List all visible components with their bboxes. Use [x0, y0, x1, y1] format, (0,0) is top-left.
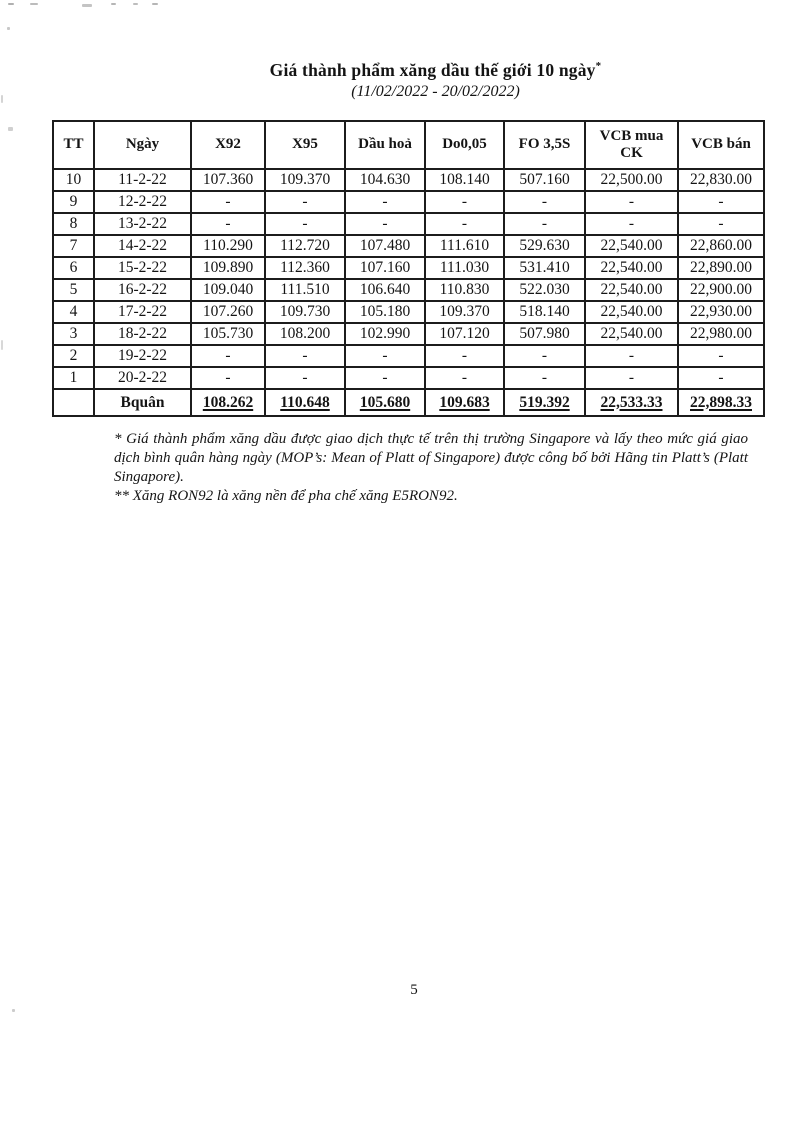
table-cell: 20-2-22 [94, 367, 191, 389]
table-cell: 111.030 [425, 257, 504, 279]
table-cell: 507.160 [504, 169, 585, 191]
table-cell: - [504, 213, 585, 235]
title-block [0, 0, 793, 101]
table-cell: 3 [53, 323, 94, 345]
scan-artifact [7, 27, 10, 30]
summary-label: Bquân [94, 389, 191, 416]
table-cell: 18-2-22 [94, 323, 191, 345]
table-row [53, 279, 764, 301]
scan-artifact [12, 1009, 15, 1012]
table-cell: 22,540.00 [585, 235, 678, 257]
table-cell: - [585, 213, 678, 235]
table-cell: - [585, 345, 678, 367]
scan-artifact [1, 95, 3, 103]
table-cell: 22,930.00 [678, 301, 764, 323]
column-header: VCB bán [678, 121, 764, 169]
table-cell: - [265, 367, 345, 389]
table-cell: 22,830.00 [678, 169, 764, 191]
table-row [53, 213, 764, 235]
table-header [53, 121, 764, 169]
table-cell: 112.360 [265, 257, 345, 279]
table-row [53, 323, 764, 345]
column-header: Dầu hoả [345, 121, 425, 169]
table-cell: 107.480 [345, 235, 425, 257]
table-cell: 109.730 [265, 301, 345, 323]
table-cell: 109.040 [191, 279, 265, 301]
table-cell: 13-2-22 [94, 213, 191, 235]
footnote: ** Xăng RON92 là xăng nền để pha chế xăng E5RON92. [114, 488, 458, 504]
table-cell: 4 [53, 301, 94, 323]
table-cell: - [678, 345, 764, 367]
table-cell: 16-2-22 [94, 279, 191, 301]
table-cell: - [191, 191, 265, 213]
table-cell: - [425, 367, 504, 389]
scan-artifact [111, 3, 116, 5]
table-cell: - [678, 367, 764, 389]
table-cell: 22,540.00 [585, 301, 678, 323]
table-cell: - [585, 367, 678, 389]
table-row [53, 169, 764, 191]
summary-value: 22,533.33 [600, 393, 663, 411]
table-cell: 106.640 [345, 279, 425, 301]
table-cell: 7 [53, 235, 94, 257]
table-cell: - [504, 367, 585, 389]
table-row [53, 257, 764, 279]
table-cell: 102.990 [345, 323, 425, 345]
table-cell: - [504, 345, 585, 367]
table-cell: 507.980 [504, 323, 585, 345]
table-cell: 104.630 [345, 169, 425, 191]
table-cell: - [678, 213, 764, 235]
page-number: 5 [410, 982, 418, 998]
summary-value: 105.680 [359, 393, 411, 411]
table-row [53, 345, 764, 367]
summary-row [53, 389, 764, 416]
summary-value: 110.648 [280, 393, 330, 411]
page-subtitle: (11/02/2022 - 20/02/2022) [351, 83, 520, 100]
table-cell: - [585, 191, 678, 213]
scan-artifact [152, 3, 158, 5]
table-cell: 107.260 [191, 301, 265, 323]
summary-value-cell [265, 389, 345, 416]
table-row [53, 235, 764, 257]
table-cell: 2 [53, 345, 94, 367]
table-cell: 6 [53, 257, 94, 279]
table-cell: - [265, 345, 345, 367]
table-cell: - [345, 367, 425, 389]
table-cell: 22,540.00 [585, 257, 678, 279]
table-row [53, 191, 764, 213]
summary-value: 108.262 [202, 393, 254, 411]
table-cell: - [265, 191, 345, 213]
column-header: VCB mua CK [585, 121, 678, 169]
table-cell: 22,500.00 [585, 169, 678, 191]
table-cell: - [345, 345, 425, 367]
table-cell: - [191, 213, 265, 235]
table-cell: 5 [53, 279, 94, 301]
scan-artifact [8, 3, 14, 5]
table-cell: 105.730 [191, 323, 265, 345]
table-cell: 111.510 [265, 279, 345, 301]
summary-value: 22,898.33 [690, 393, 752, 411]
summary-value-cell [585, 389, 678, 416]
summary-empty-cell [53, 389, 94, 416]
scan-artifact [1, 340, 3, 350]
title-asterisk: * [595, 60, 602, 73]
table-row [53, 301, 764, 323]
table-cell: - [345, 213, 425, 235]
price-table [52, 120, 765, 417]
table-cell: 518.140 [504, 301, 585, 323]
column-header: X92 [191, 121, 265, 169]
summary-value: 519.392 [519, 393, 570, 411]
table-cell: - [265, 213, 345, 235]
table-cell: 10 [53, 169, 94, 191]
table-row [53, 367, 764, 389]
summary-value-cell [345, 389, 425, 416]
table-cell: 22,980.00 [678, 323, 764, 345]
table-cell: 111.610 [425, 235, 504, 257]
summary-value-cell [191, 389, 265, 416]
table-cell: 22,900.00 [678, 279, 764, 301]
table-cell: - [191, 345, 265, 367]
table-cell: 105.180 [345, 301, 425, 323]
table-cell: 112.720 [265, 235, 345, 257]
table-cell: 22,540.00 [585, 279, 678, 301]
table-cell: 109.370 [425, 301, 504, 323]
table-cell: 11-2-22 [94, 169, 191, 191]
summary-value: 109.683 [439, 393, 490, 411]
table-cell: 108.140 [425, 169, 504, 191]
table-cell: 22,890.00 [678, 257, 764, 279]
scan-artifact [8, 127, 13, 131]
table-cell: 17-2-22 [94, 301, 191, 323]
scan-artifact [30, 3, 38, 5]
table-cell: 12-2-22 [94, 191, 191, 213]
table-cell: 107.160 [345, 257, 425, 279]
table-cell: 9 [53, 191, 94, 213]
table-cell: 531.410 [504, 257, 585, 279]
column-header: Ngày [94, 121, 191, 169]
table-cell: - [425, 345, 504, 367]
summary-value-cell [504, 389, 585, 416]
table-cell: 107.360 [191, 169, 265, 191]
table-body [53, 169, 764, 416]
table-cell: 109.370 [265, 169, 345, 191]
table-cell: 108.200 [265, 323, 345, 345]
table-cell: - [425, 213, 504, 235]
page-title [78, 60, 793, 81]
table-cell: 110.830 [425, 279, 504, 301]
table-cell: 109.890 [191, 257, 265, 279]
column-header: X95 [265, 121, 345, 169]
table-cell: - [191, 367, 265, 389]
column-header: TT [53, 121, 94, 169]
scan-artifact [82, 4, 92, 7]
page-title-text: Giá thành phẩm xăng dầu thế giới 10 ngày [269, 60, 596, 80]
table-cell: 15-2-22 [94, 257, 191, 279]
column-header: FO 3,5S [504, 121, 585, 169]
summary-value-cell [678, 389, 764, 416]
header-row [53, 121, 764, 169]
table-cell: 19-2-22 [94, 345, 191, 367]
column-header: Do0,05 [425, 121, 504, 169]
table-cell: - [345, 191, 425, 213]
table-cell: 22,860.00 [678, 235, 764, 257]
table-cell: 14-2-22 [94, 235, 191, 257]
table-cell: 1 [53, 367, 94, 389]
table-cell: - [425, 191, 504, 213]
footnotes [114, 430, 748, 506]
table-cell: 110.290 [191, 235, 265, 257]
table-cell: 522.030 [504, 279, 585, 301]
summary-value-cell [425, 389, 504, 416]
table-cell: 22,540.00 [585, 323, 678, 345]
scan-artifact [133, 3, 138, 5]
table-cell: 107.120 [425, 323, 504, 345]
table-cell: 529.630 [504, 235, 585, 257]
footnote: * Giá thành phẩm xăng dầu được giao dịch thực tế trên thị trường Singapore và lấy theo mức giá giao dịch bình quân hàng ngày (MOP’s: Mean of Platt of Singapore) được công bố bởi Hãng tin Platt’s (Platt Singapore). [114, 431, 748, 485]
table-cell: - [504, 191, 585, 213]
table-cell: - [678, 191, 764, 213]
table-cell: 8 [53, 213, 94, 235]
